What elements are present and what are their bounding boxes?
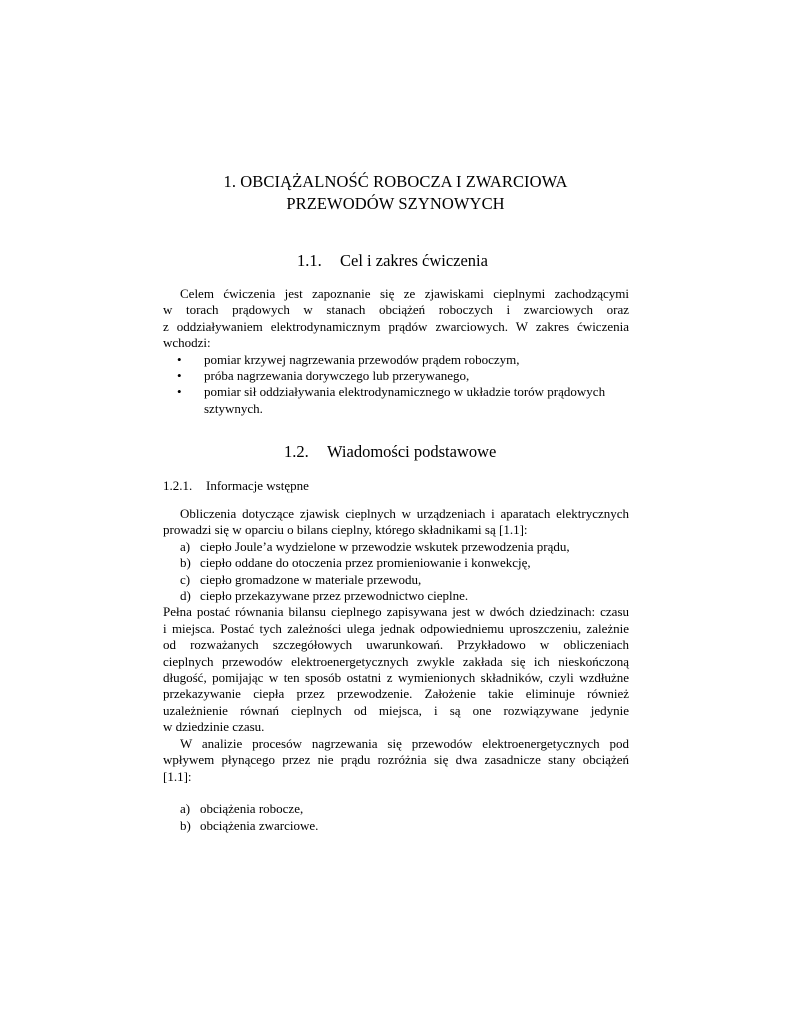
- section-number: 1.1.: [297, 251, 322, 270]
- list-item: [163, 801, 629, 817]
- list-item-text: obciążenia zwarciowe.: [200, 817, 319, 833]
- section-1-1-body: [163, 286, 629, 417]
- subsection-title: Informacje wstępne: [206, 478, 309, 493]
- list-marker: c): [180, 571, 191, 587]
- chapter-title-line-1: 1. OBCIĄŻALNOŚĆ ROBOCZA I ZWARCIOWA: [223, 172, 568, 191]
- list-item-text: ciepło Joule’a wydzielone w przewodzie wskutek przewodzenia prądu,: [200, 538, 570, 554]
- blank-line: [163, 785, 629, 801]
- paragraph-line: od rozważanych szczegółowych uwarunkowań. Przykładowo w obliczeniach: [163, 637, 629, 653]
- section-title: Cel i zakres ćwiczenia: [340, 251, 488, 270]
- section-1-2-heading: [284, 442, 496, 462]
- list-item-text: ciepło oddane do otoczenia przez promieniowanie i konwekcję,: [200, 555, 531, 571]
- list-item: [163, 539, 629, 555]
- list-marker: b): [180, 555, 191, 571]
- paragraph-line: w dziedzinie czasu.: [163, 719, 265, 735]
- list-item-text: pomiar krzywej nagrzewania przewodów prądem roboczym,: [204, 351, 520, 367]
- list-marker: a): [180, 538, 191, 554]
- paragraph-line: W analizie procesów nagrzewania się przewodów elektroenergetycznych pod: [180, 735, 629, 751]
- paragraph-line: przekazywanie ciepła przez przewodzenie. Założenie takie eliminuje również: [163, 686, 629, 702]
- paragraph-line: z oddziaływaniem elektrodynamicznym prądów zwarciowych. W zakres ćwiczenia: [163, 318, 629, 334]
- paragraph-line: Celem ćwiczenia jest zapoznanie się ze zjawiskami cieplnymi zachodzącymi: [180, 286, 629, 301]
- bullet-icon: •: [177, 384, 182, 400]
- list-item-text: ciepło gromadzone w materiale przewodu,: [200, 571, 422, 587]
- list-marker: b): [180, 817, 191, 833]
- chapter-title: [0, 171, 791, 215]
- subsection-number: 1.2.1.: [163, 478, 193, 493]
- bullet-icon: •: [177, 368, 182, 384]
- list-item: [163, 555, 629, 571]
- bullet-icon: •: [177, 351, 182, 367]
- section-1-2-1-heading: [163, 478, 309, 494]
- list-item: [163, 572, 629, 588]
- chapter-title-line-2: PRZEWODÓW SZYNOWYCH: [286, 194, 505, 213]
- list-item: [163, 818, 629, 834]
- list-item-text: ciepło przekazywane przez przewodnictwo cieplne.: [200, 588, 469, 604]
- paragraph-line: w torach prądowych w stanach obciążeń roboczych i zwarciowych oraz: [163, 302, 629, 318]
- load-states-list: [163, 801, 629, 834]
- paragraph-line: długość, pomijając w ten sposób ostatni z wymienionych składników, czyli wzdłużne: [163, 670, 629, 686]
- list-item-text: próba nagrzewania dorywczego lub przerywanego,: [204, 368, 470, 384]
- section-title: Wiadomości podstawowe: [327, 442, 497, 461]
- paragraph-line: wpływem płynącego przez nie prądu rozróżnia się dwa zasadnicze stany obciążeń: [163, 752, 629, 768]
- paragraph-line: prowadzi się w oparciu o bilans cieplny, którego składnikami są [1.1]:: [163, 522, 528, 538]
- section-1-2-1-body: [163, 506, 629, 834]
- heat-balance-list: [163, 539, 629, 605]
- bullet-list: [163, 352, 629, 418]
- paragraph-line: [1.1]:: [163, 768, 192, 784]
- paragraph-line: uzależnienie równań cieplnych od miejsca, i są one rozwiązywane jedynie: [163, 702, 629, 718]
- list-marker: d): [180, 588, 191, 604]
- section-number: 1.2.: [284, 442, 309, 461]
- paragraph-line: Obliczenia dotyczące zjawisk cieplnych w urządzeniach i aparatach elektrycznych: [180, 506, 629, 521]
- list-item-text: obciążenia robocze,: [200, 801, 304, 817]
- section-1-1-heading: [297, 251, 488, 271]
- list-item: [163, 368, 629, 384]
- list-item: [163, 352, 629, 368]
- paragraph-line: wchodzi:: [163, 335, 211, 351]
- paragraph-line: i miejsca. Postać tych zależności ulega jednak odpowiedniemu uproszczeniu, zależnie: [163, 620, 629, 636]
- paragraph-line: cieplnych przewodów elektroenergetycznych zwykle zakłada się ich nieskończoną: [163, 653, 629, 669]
- list-item: [163, 384, 629, 417]
- list-marker: a): [180, 801, 191, 817]
- paragraph-line: Pełna postać równania bilansu cieplnego zapisywana jest w dwóch dziedzinach: czasu: [163, 604, 629, 620]
- list-item: [163, 588, 629, 604]
- list-item-text: pomiar sił oddziaływania elektrodynamicznego w układzie torów prądowych sztywnych.: [204, 384, 606, 416]
